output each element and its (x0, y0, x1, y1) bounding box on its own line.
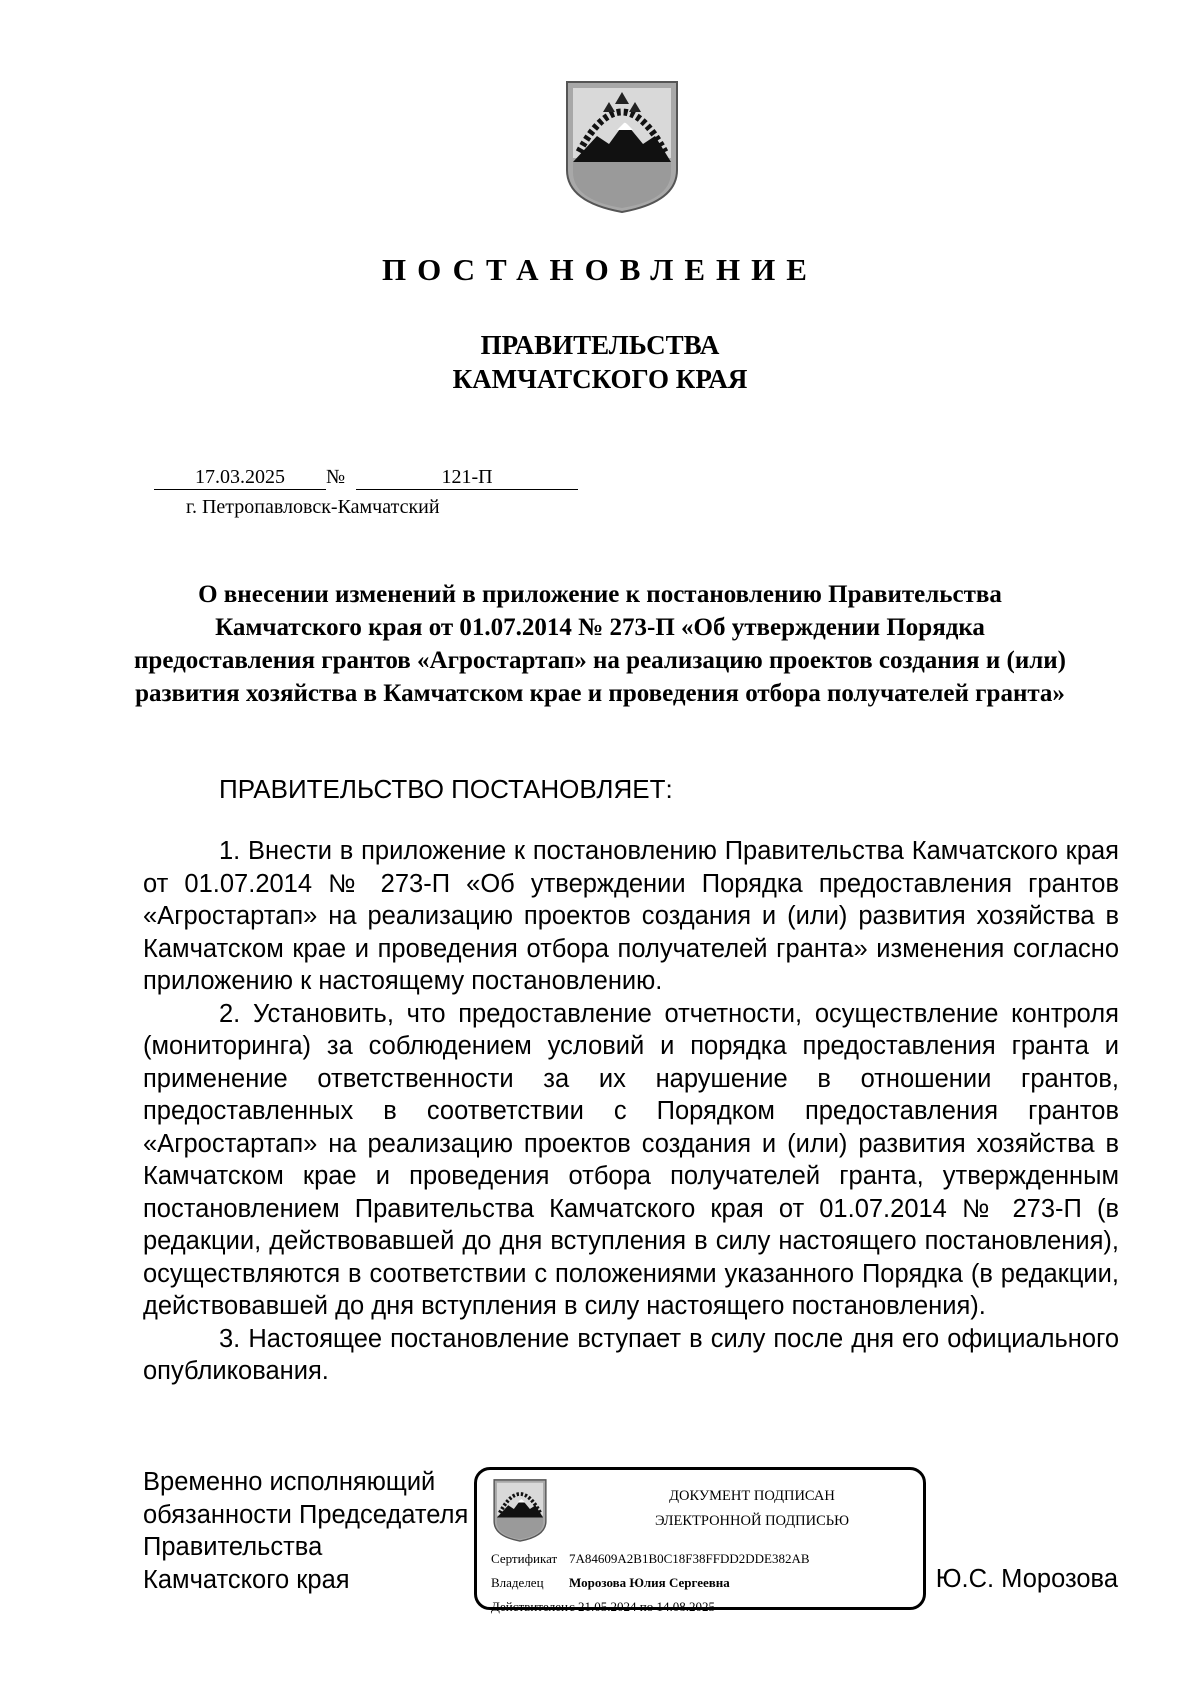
position-line: Камчатского края (143, 1565, 350, 1594)
authority-line-2: КАМЧАТСКОГО КРАЯ (452, 364, 748, 394)
signatory-position (143, 1466, 468, 1596)
document-subject: О внесении изменений в приложение к постановлению Правительства Камчатского края от 01.07.2014 № 273-П «Об утверждении Порядка предоставления грантов «Агростартап» на реализацию проектов создания и (или) развития хозяйства в Камчатском крае и проведения отбора получателей гранта» (134, 581, 1066, 707)
issuing-authority (0, 328, 1200, 396)
coat-of-arms-emblem (563, 78, 681, 214)
stamp-emblem (491, 1478, 549, 1542)
stamp-title-line-2: ЭЛЕКТРОННОЙ ПОДПИСЬЮ (654, 1513, 850, 1529)
kamchatka-coat-of-arms-icon (491, 1478, 549, 1542)
authority-line-1: ПРАВИТЕЛЬСТВА (480, 330, 720, 360)
stamp-validity-row (491, 1598, 715, 1616)
document-body (143, 835, 1119, 1388)
owner-value: Морозова Юлия Сергеевна (569, 1575, 730, 1590)
certificate-value: 7A84609A2B1B0C18F38FFDD2DDE382AB (569, 1551, 810, 1566)
paragraph-3: 3. Настоящее постановление вступает в силу после дня его официального опубликования. (143, 1324, 1119, 1385)
document-date: 17.03.2025 (154, 465, 326, 490)
paragraph-2: 2. Установить, что предоставление отчетности, осуществление контроля (мониторинга) за соблюдением условий и порядка предоставления гранта и применение ответственности за их нарушение в отношении грантов, предоставленных в соответствии с Порядком предоставления грантов «Агростартап» на реализацию проектов создания и (или) развития хозяйства в Камчатском крае и проведения отбора получателей гранта, утвержденным постановлением Правительства Камчатского края от 01.07.2014 № 273-П (в редакции, действовавшей до дня вступления в силу настоящего постановления), осуществляются в соответствии с положениями указанного Порядка (в редакции, действовавшей до дня вступления в силу настоящего постановления). (143, 999, 1119, 1320)
position-line: обязанности Председателя (143, 1500, 469, 1529)
validity-value: с 21.05.2024 по 14.08.2025 (569, 1599, 715, 1614)
kamchatka-coat-of-arms-icon (563, 78, 681, 214)
document-type-title: ПОСТАНОВЛЕНИЕ (382, 252, 818, 287)
document-city: г. Петропавловск-Камчатский (186, 496, 440, 518)
validity-label: Действителен (491, 1599, 568, 1614)
stamp-certificate-row (491, 1550, 810, 1568)
certificate-label: Сертификат (491, 1551, 558, 1566)
stamp-title-line-1: ДОКУМЕНТ ПОДПИСАН (669, 1488, 835, 1504)
position-line: Временно исполняющий (143, 1468, 436, 1496)
owner-label: Владелец (491, 1575, 544, 1590)
stamp-owner-row (491, 1574, 730, 1592)
stamp-title (587, 1484, 917, 1534)
decree-statement: ПРАВИТЕЛЬСТВО ПОСТАНОВЛЯЕТ: (219, 774, 673, 804)
document-number: 121-П (356, 465, 578, 490)
position-line: Правительства (143, 1533, 323, 1561)
number-sign: № (326, 466, 346, 488)
paragraph-1: 1. Внести в приложение к постановлению Правительства Камчатского края от 01.07.2014 № 273-П «Об утверждении Порядка предоставления грантов «Агростартап» на реализацию проектов создания и (или) развития хозяйства в Камчатском крае и проведения отбора получателей гранта» изменения согласно приложению к настоящему постановлению. (143, 837, 1119, 995)
signatory-name: Ю.С. Морозова (935, 1565, 1118, 1593)
electronic-signature-stamp (474, 1467, 926, 1614)
